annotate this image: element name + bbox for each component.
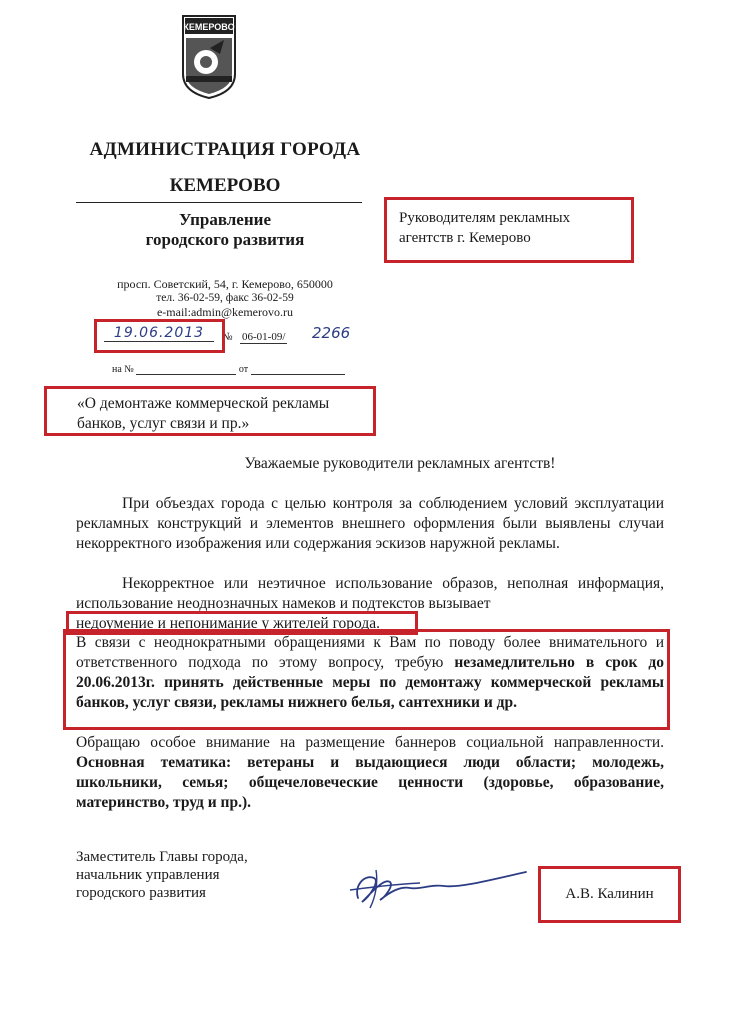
paragraph-3-demand: незамедлительно в срок до 20.06.2013г. принять действенные меры по демонтажу коммерческой рекламы банков, услуг связи, рекламы нижнего белья, сантехники и др. [76, 654, 665, 711]
signatory-line-1: Заместитель Главы города, [76, 849, 248, 865]
on-number-label: на № [112, 364, 134, 375]
paragraph-2-part-2: недоумение и непонимание у жителей города. [76, 615, 380, 632]
signatory-name: А.В. Калинин [538, 866, 681, 923]
paragraph-3-part-1: В связи с неоднократными обращениями к Вам по поводу более внимательного и ответственного подхода по этому вопросу, требую [76, 634, 664, 671]
paragraph-2-part-1: Некорректное или неэтичное использование образов, неполная информация, использование неоднозначных намеков и подтекстов вызывает [76, 575, 664, 612]
department-line-2: городского развития [145, 230, 305, 249]
org-city: КЕМЕРОВО [169, 175, 281, 196]
signatory-line-2: начальник управления [76, 867, 220, 883]
number-label: № [222, 331, 233, 343]
paragraph-4 [76, 733, 664, 813]
city-crest [180, 14, 238, 100]
signatory-title [76, 848, 316, 902]
from-label: от [238, 364, 249, 375]
on-number-line [136, 365, 236, 375]
address: просп. Советский, 54, г. Кемерово, 650000 [117, 277, 333, 291]
registration-number-handwritten: 2266 [312, 324, 351, 342]
handwritten-signature [340, 856, 540, 916]
signatory-line-3: городского развития [76, 885, 206, 901]
phone: тел. 36-02-59, факс 36-02-59 [156, 292, 294, 304]
date-highlight-box [94, 319, 225, 353]
highlight-box-demand [63, 629, 670, 730]
email: e-mail:admin@kemerovo.ru [156, 305, 293, 319]
paragraph-4-themes: Основная тематика: ветераны и выдающиеся люди области; молодежь, школьники, семья; общечеловеческие ценности (здоровье, образование, материнство, труд и пр.). [76, 754, 664, 811]
subject-box: «О демонтаже коммерческой рекламы банков, услуг связи и пр.» [44, 386, 376, 436]
registration-date: 19.06.2013 [104, 325, 214, 342]
department-name [60, 210, 390, 250]
crest-label: КЕМЕРОВО [183, 22, 235, 32]
header-divider [76, 202, 362, 203]
paragraph-4-part-1: Обращаю особое внимание на размещение баннеров социальной направленности. [76, 734, 664, 751]
org-title: АДМИНИСТРАЦИЯ ГОРОДА [89, 139, 361, 160]
registration-number: 06-01-09/ [242, 331, 286, 343]
greeting: Уважаемые руководители рекламных агентств! [244, 455, 556, 472]
department-line-1: Управление [178, 210, 271, 229]
contact-block [60, 277, 390, 319]
from-date-line [251, 365, 345, 375]
recipient-box: Руководителям рекламных агентств г. Кемерово [384, 197, 634, 263]
paragraph-1: При объездах города с целью контроля за соблюдением условий эксплуатации рекламных конструкций и элементов внешнего оформления были выявлены случаи некорректного изображения или содержания эскизов наружной рекламы. [76, 495, 664, 552]
reference-row [112, 364, 352, 375]
